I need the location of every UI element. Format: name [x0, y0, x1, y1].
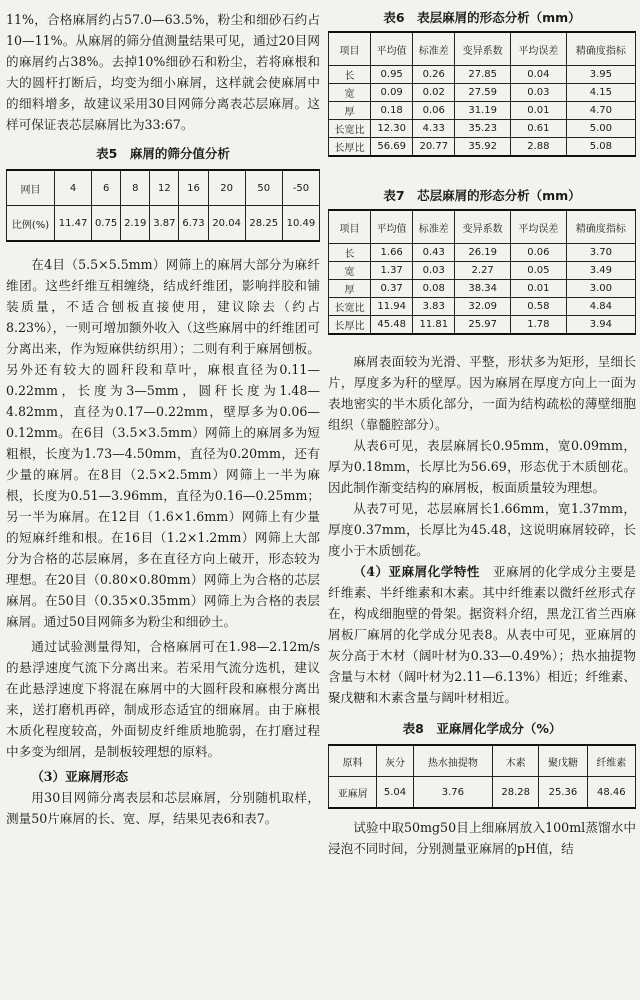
table7-cell: 25.97	[455, 316, 511, 335]
table6-cell: 4.70	[566, 102, 635, 120]
table6-cell: 5.08	[566, 138, 635, 157]
table6-row-label: 长	[329, 66, 371, 84]
table6-row-label: 长宽比	[329, 120, 371, 138]
table6-cell: 27.85	[455, 66, 511, 84]
table5-cell: 0.75	[92, 206, 121, 242]
table7-row-label: 长厚比	[329, 316, 371, 335]
table6-header-cell: 平均误差	[511, 32, 567, 66]
table7-row-label: 宽	[329, 262, 371, 280]
table6-row	[329, 138, 636, 157]
table5-header-cell: -50	[282, 170, 319, 206]
table6-cell: 56.69	[371, 138, 413, 157]
table6-cell: 0.09	[371, 84, 413, 102]
paragraph-screening-summary: 11%，合格麻屑约占57.0—63.5%，粉尘和细砂石约占10—11%。从麻屑的筛分值测量结果可见，通过20目网的麻屑约占38%。去掉10%细砂石和粉尘，若将麻根和大的圆杆打断后，均变为细小麻屑，这样就会使麻屑中的细料增多，故建议采用30目网筛分离表芯层麻屑。这样可保证表芯层麻屑比为33:67。	[6, 12, 320, 132]
table8-body	[329, 777, 636, 809]
table5-header-cell: 16	[179, 170, 208, 206]
table8-cell: 28.28	[493, 777, 539, 809]
table5-header-cell: 20	[208, 170, 245, 206]
table5-header-cell: 8	[121, 170, 150, 206]
table6-caption: 表6 表层麻屑的形态分析（mm）	[383, 10, 581, 25]
section4-heading: （4）亚麻屑化学特性	[353, 564, 480, 579]
table5-cell: 10.49	[282, 206, 319, 242]
table6-row	[329, 66, 636, 84]
table7-row-label: 长	[329, 244, 371, 262]
table6-cell: 0.06	[413, 102, 455, 120]
table8-header-cell: 原料	[329, 745, 377, 777]
table6-cell: 0.61	[511, 120, 567, 138]
paragraph-mesh-details: 在4目（5.5×5.5mm）网筛上的麻屑大部分为麻纤维团。这些纤维互相缠绕，结成纤维团，影响拌胶和铺装质量，不适合刨板直接使用，建议除去（约占8.23%），一则可增加额外收入（这些麻屑中的纤维团可分离出来，作为短麻供纺织用）；二则有利于麻屑刨板。另外还有较大的圆秆段和草叶，麻根直径为0.11—0.22mm，长度为3—5mm，圆秆长度为1.48—4.82mm，直径为0.17—0.22mm，壁厚多为0.06—0.12mm。在6目（3.5×3.5mm）网筛上的麻屑多为短粗根，长度为1.73—4.50mm，直径为0.20mm，还有少量的麻屑。在8目（2.5×2.5mm）网筛上一半为麻根，长度为0.51—3.96mm，直径为0.16—0.25mm；另一半为麻屑。在12目（1.6×1.6mm）网筛上有少量的短麻纤维和根。在16目（1.2×1.2mm）网筛上大部分为合格的芯层麻屑，多在直径方向上破开，形态较为理想。在20目（0.80×0.80mm）网筛上为合格的芯层麻屑。在50目（0.35×0.35mm）网筛上为合格的表层麻屑。通过50目网筛多为粉尘和细砂土。	[6, 257, 320, 629]
table6-cell: 20.77	[413, 138, 455, 157]
table7-cell: 0.43	[413, 244, 455, 262]
table7-row	[329, 298, 636, 316]
table5-cell: 3.87	[150, 206, 179, 242]
paragraph-table6-notes: 从表6可见，表层麻屑长0.95mm，宽0.09mm，厚为0.18mm，长厚比为56.69，形态优于木质刨花。因此制作渐变结构的麻屑板，板面质量较为理想。	[328, 438, 636, 495]
table7-caption: 表7 芯层麻屑的形态分析（mm）	[383, 188, 581, 203]
table6-header-cell: 变异系数	[455, 32, 511, 66]
table5-header-cell: 6	[92, 170, 121, 206]
table7-cell: 0.58	[511, 298, 567, 316]
table6-row-label: 宽	[329, 84, 371, 102]
table6-cell: 4.33	[413, 120, 455, 138]
table6-cell: 0.02	[413, 84, 455, 102]
table7-cell: 3.70	[566, 244, 635, 262]
left-column	[6, 0, 320, 829]
table6-cell: 31.19	[455, 102, 511, 120]
table8-cell: 48.46	[587, 777, 635, 809]
table7-cell: 1.37	[371, 262, 413, 280]
table5-header-cell: 12	[150, 170, 179, 206]
table7-header-cell: 平均值	[371, 210, 413, 244]
table6-cell: 0.04	[511, 66, 567, 84]
table7-row-label: 长宽比	[329, 298, 371, 316]
paragraph-section4	[328, 561, 636, 708]
table7-cell: 26.19	[455, 244, 511, 262]
table5-data-row	[7, 206, 320, 242]
table7-row	[329, 244, 636, 262]
table8-header-cell: 木素	[493, 745, 539, 777]
table7-header-cell: 标准差	[413, 210, 455, 244]
table7-row-label: 厚	[329, 280, 371, 298]
table7-cell: 0.37	[371, 280, 413, 298]
table6-body	[329, 66, 636, 157]
table5-cell: 28.25	[245, 206, 282, 242]
paragraph-ph-test: 试验中取50mg50目上细麻屑放入100ml蒸馏水中浸泡不同时间，分别测量亚麻屑的pH值，结	[328, 820, 636, 856]
table6-cell: 0.01	[511, 102, 567, 120]
table5-row-label: 比例(%)	[7, 206, 55, 242]
table6-cell: 35.92	[455, 138, 511, 157]
right-column	[328, 0, 636, 859]
table7-cell: 3.83	[413, 298, 455, 316]
table8-cell: 5.04	[377, 777, 413, 809]
table5-header-cell: 50	[245, 170, 282, 206]
table8-header-row	[329, 745, 636, 777]
table6-row	[329, 102, 636, 120]
table8-header-cell: 纤维素	[587, 745, 635, 777]
table6-cell: 0.95	[371, 66, 413, 84]
table6-cell: 0.03	[511, 84, 567, 102]
table6-header-cell: 项目	[329, 32, 371, 66]
table6-cell: 27.59	[455, 84, 511, 102]
table8-header-cell: 聚戊糖	[539, 745, 587, 777]
table7-cell: 4.84	[566, 298, 635, 316]
table8-row-label: 亚麻屑	[329, 777, 377, 809]
table7-cell: 38.34	[455, 280, 511, 298]
table7-cell: 45.48	[371, 316, 413, 335]
table6-header-cell: 平均值	[371, 32, 413, 66]
table8-caption: 表8 亚麻屑化学成分（%）	[402, 721, 562, 736]
table6-cell: 0.26	[413, 66, 455, 84]
table8-cell: 25.36	[539, 777, 587, 809]
table7-cell: 3.94	[566, 316, 635, 335]
table6-cell: 35.23	[455, 120, 511, 138]
section3-heading: （3）亚麻屑形态	[31, 769, 129, 784]
table7-cell: 11.81	[413, 316, 455, 335]
table7-cell: 0.06	[511, 244, 567, 262]
paragraph-table7-notes: 从表7可见，芯层麻屑长1.66mm，宽1.37mm，厚度0.37mm，长厚比为45.48，这说明麻屑较碎，长度小于木质刨花。	[328, 501, 636, 558]
table7-body	[329, 244, 636, 335]
table5-cell: 6.73	[179, 206, 208, 242]
table7-header-cell: 变异系数	[455, 210, 511, 244]
table7-core-shape	[328, 209, 636, 335]
table7-cell: 32.09	[455, 298, 511, 316]
table7-cell: 1.66	[371, 244, 413, 262]
table6-cell: 3.95	[566, 66, 635, 84]
table7-cell: 2.27	[455, 262, 511, 280]
table6-header-cell: 精确度指标	[566, 32, 635, 66]
table7-cell: 11.94	[371, 298, 413, 316]
table7-cell: 3.00	[566, 280, 635, 298]
table7-row	[329, 280, 636, 298]
paragraph-shape-description: 麻屑表面较为光滑、平整，形状多为矩形，呈细长片，厚度多为秆的壁厚。因为麻屑在厚度方向上一面为表地密实的半木质化部分，一面为结构疏松的薄壁细胞组织（靠髓腔部分）。	[328, 354, 636, 432]
table7-cell: 0.05	[511, 262, 567, 280]
paragraph-airflow-separation: 通过试验测量得知，合格麻屑可在1.98—2.12m/s的悬浮速度气流下分离出来。若采用气流分选机，建议在此悬浮速度下将混在麻屑中的大圆秆段和麻根分离出来，送打磨机再碎，制成形态适宜的细麻屑。由于麻根木质化程度较高，外面韧皮纤维质地脆弱，在打磨过程中多变为细屑，是制板较理想的原料。	[6, 639, 320, 759]
table5-cell: 11.47	[54, 206, 91, 242]
table8-row	[329, 777, 636, 809]
table8-chemical-composition	[328, 744, 636, 809]
table7-header-cell: 项目	[329, 210, 371, 244]
table7-cell: 0.01	[511, 280, 567, 298]
table8-header-cell: 热水抽提物	[413, 745, 493, 777]
paragraph-section3: 用30目网筛分离表层和芯层麻屑，分别随机取样，测量50片麻屑的长、宽、厚，结果见表6和表7。	[6, 790, 320, 826]
table6-cell: 4.15	[566, 84, 635, 102]
table6-cell: 0.18	[371, 102, 413, 120]
table7-cell: 3.49	[566, 262, 635, 280]
table6-row-label: 厚	[329, 102, 371, 120]
table7-cell: 0.08	[413, 280, 455, 298]
table5-header-cell: 网目	[7, 170, 55, 206]
table5-header-row	[7, 170, 320, 206]
table6-header-row	[329, 32, 636, 66]
table8-cell: 3.76	[413, 777, 493, 809]
table6-row	[329, 120, 636, 138]
table7-row	[329, 316, 636, 335]
table7-header-cell: 精确度指标	[566, 210, 635, 244]
section4-body: 亚麻屑的化学成分主要是纤维素、半纤维素和木素。其中纤维素以微纤丝形式存在，构成细胞壁的骨架。据资料介绍，黑龙江省兰西麻屑板厂麻屑的化学成分见表8。从表中可见，亚麻屑的灰分高于木材（阔叶材为0.33—0.49%）；热水抽提物含量与木材（阔叶材为2.11—6.13%）相近；纤维素、聚戊糖和木素含量与阔叶材相近。	[328, 564, 637, 705]
table6-cell: 2.88	[511, 138, 567, 157]
table5-cell: 2.19	[121, 206, 150, 242]
table5-cell: 20.04	[208, 206, 245, 242]
table7-header-row	[329, 210, 636, 244]
table6-header-cell: 标准差	[413, 32, 455, 66]
table7-row	[329, 262, 636, 280]
table7-cell: 0.03	[413, 262, 455, 280]
table7-header-cell: 平均误差	[511, 210, 567, 244]
table6-surface-shape	[328, 31, 636, 157]
table5-caption: 表5 麻屑的筛分值分析	[96, 146, 230, 161]
table5-header-cell: 4	[54, 170, 91, 206]
table5-sieve-analysis	[6, 169, 320, 242]
table6-row	[329, 84, 636, 102]
table7-cell: 1.78	[511, 316, 567, 335]
table8-header-cell: 灰分	[377, 745, 413, 777]
table6-cell: 12.30	[371, 120, 413, 138]
table6-cell: 5.00	[566, 120, 635, 138]
table6-row-label: 长厚比	[329, 138, 371, 157]
